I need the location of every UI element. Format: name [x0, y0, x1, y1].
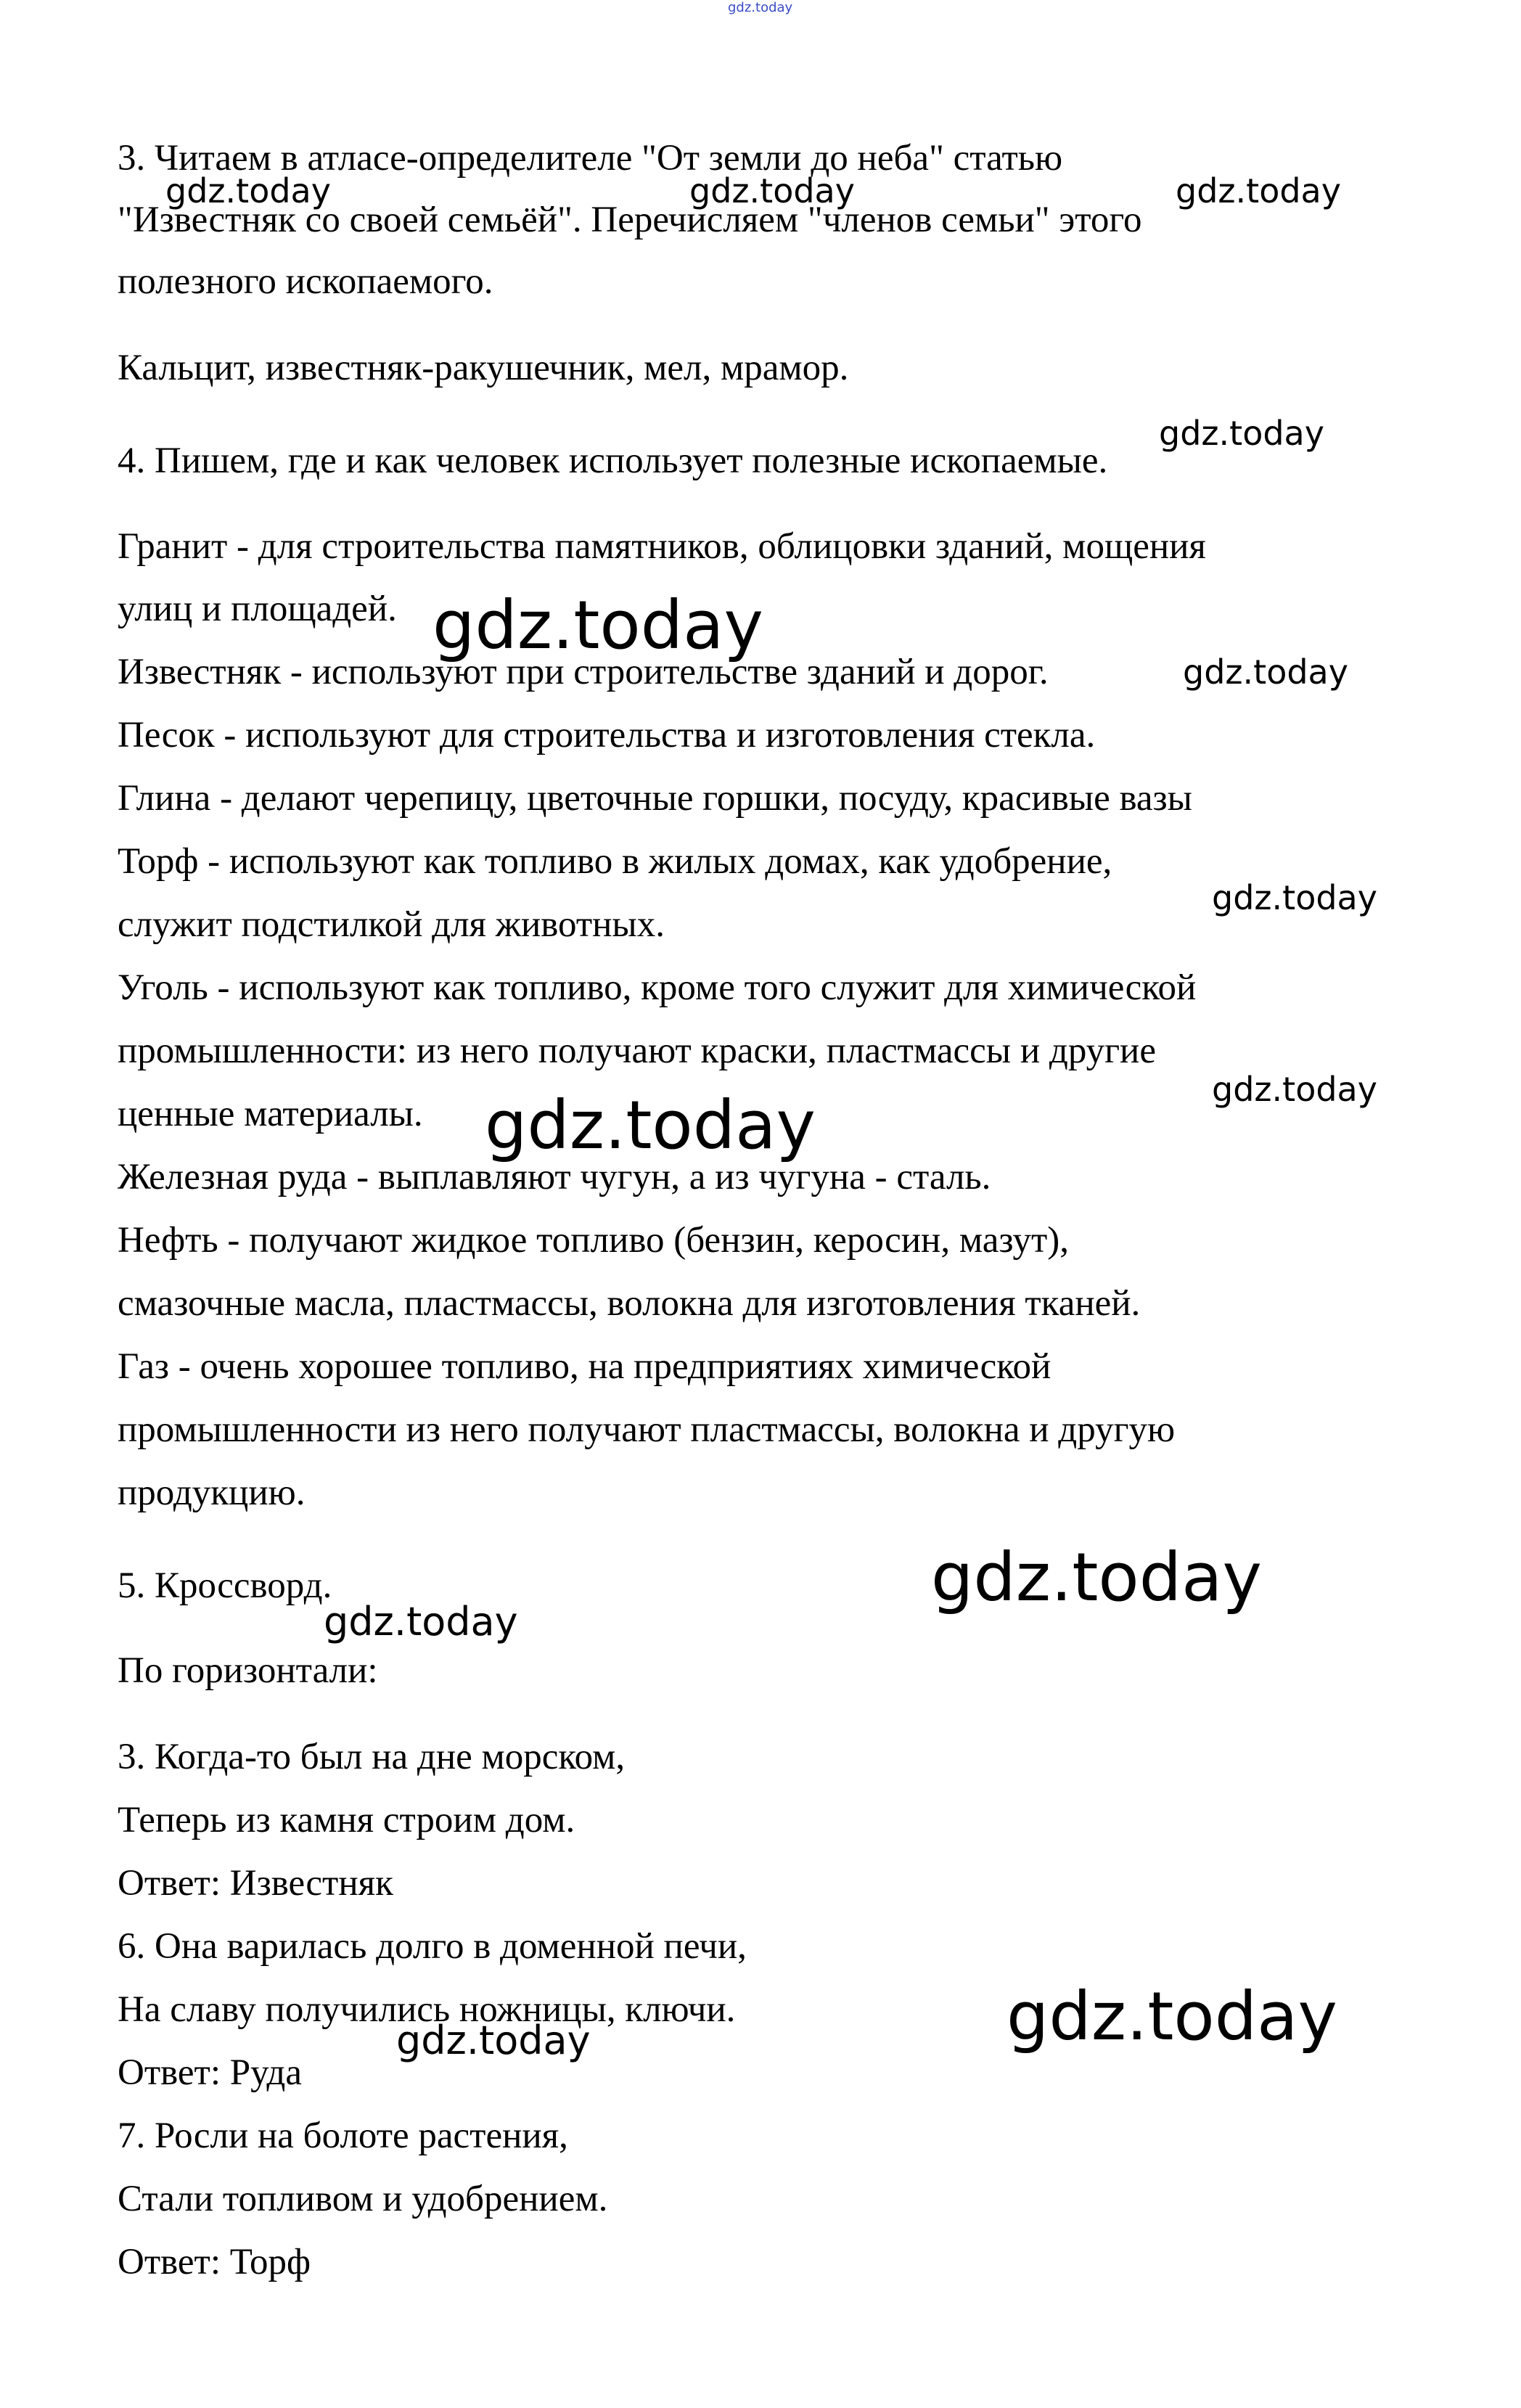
text-line: Железная руда - выплавляют чугун, а из чугуна - сталь.: [118, 1157, 991, 1197]
text-line: Теперь из камня строим дом.: [118, 1800, 575, 1840]
text-line: продукцию.: [118, 1473, 306, 1513]
watermark: gdz.today: [1176, 171, 1341, 210]
watermark: gdz.today: [396, 2018, 591, 2063]
text-line: "Известняк со своей семьёй". Перечисляем "членов семьи" этого: [118, 200, 1142, 240]
text-line: На славу получились ножницы, ключи.: [118, 1989, 736, 2030]
text-line: Нефть - получают жидкое топливо (бензин, керосин, мазут),: [118, 1220, 1070, 1261]
text-line: Кальцит, известняк-ракушечник, мел, мрамор.: [118, 348, 849, 388]
text-line: служит подстилкой для животных.: [118, 904, 665, 945]
text-line: промышленности из него получают пластмассы, волокна и другую: [118, 1409, 1176, 1450]
text-line: 6. Она варилась долго в доменной печи,: [118, 1926, 747, 1967]
text-line: полезного ископаемого.: [118, 261, 493, 302]
text-line: 4. Пишем, где и как человек использует полезные ископаемые.: [118, 441, 1108, 481]
text-line: Уголь - используют как топливо, кроме того служит для химической: [118, 967, 1197, 1008]
text-line: 3. Когда-то был на дне морском,: [118, 1737, 626, 1777]
text-line: Стали топливом и удобрением.: [118, 2179, 608, 2219]
text-line: ценные материалы.: [118, 1094, 423, 1134]
text-line: 7. Росли на болоте растения,: [118, 2116, 568, 2156]
watermark: gdz.today: [485, 1086, 816, 1164]
text-line: Ответ: Известняк: [118, 1863, 393, 1904]
watermark: gdz.today: [1159, 414, 1324, 453]
text-line: промышленности: из него получают краски, пластмассы и другие: [118, 1031, 1156, 1071]
watermark: gdz.today: [931, 1539, 1262, 1616]
text-line: Ответ: Руда: [118, 2052, 302, 2093]
watermark: gdz.today: [1212, 878, 1377, 917]
text-line: Песок - используют для строительства и изготовления стекла.: [118, 715, 1096, 755]
text-line: Газ - очень хорошее топливо, на предприятиях химической: [118, 1346, 1051, 1387]
text-line: Гранит - для строительства памятников, облицовки зданий, мощения: [118, 526, 1206, 567]
text-line: По горизонтали:: [118, 1650, 378, 1691]
text-line: смазочные масла, пластмассы, волокна для изготовления тканей.: [118, 1283, 1141, 1324]
watermark: gdz.today: [1007, 1978, 1337, 2055]
text-line: Ответ: Торф: [118, 2242, 311, 2282]
watermark: gdz.today: [432, 586, 763, 664]
watermark: gdz.today: [1212, 1070, 1377, 1109]
text-line: Известняк - используют при строительстве зданий и дорог.: [118, 652, 1049, 692]
text-line: улиц и площадей.: [118, 589, 397, 629]
text-line: Глина - делают черепицу, цветочные горшки, посуду, красивые вазы: [118, 778, 1192, 819]
watermark: gdz.today: [324, 1599, 518, 1645]
text-line: 3. Читаем в атласе-определителе "От земли до неба" статью: [118, 138, 1063, 179]
watermark: gdz.today: [689, 171, 855, 210]
top-watermark: gdz.today: [728, 0, 793, 15]
text-line: Торф - используют как топливо в жилых домах, как удобрение,: [118, 841, 1112, 882]
watermark: gdz.today: [165, 171, 331, 210]
watermark: gdz.today: [1183, 652, 1348, 692]
text-line: 5. Кроссворд.: [118, 1565, 332, 1606]
